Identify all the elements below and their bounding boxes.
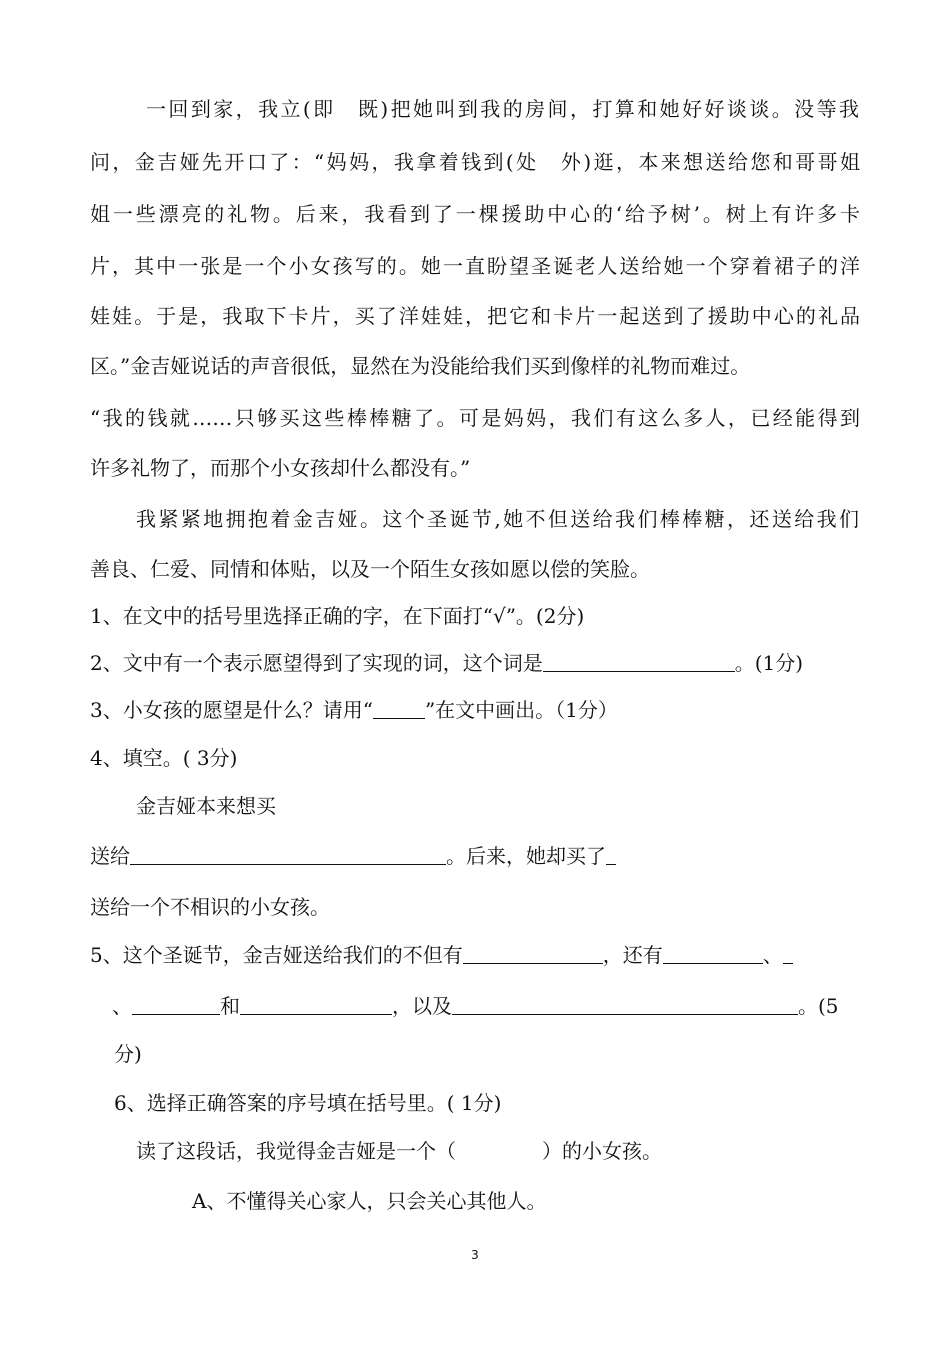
question-5-score: 。(5: [798, 994, 839, 1018]
question-6: 6、选择正确答案的序号填在括号里。( 1分): [114, 1091, 502, 1115]
story-line-5: 娃娃。于是，我取下卡片，买了洋娃娃，把它和卡片一起送到了援助中心的礼品: [90, 304, 860, 328]
story-line-3: 姐一些漂亮的礼物。后来，我看到了一棵援助中心的‘给予树’。树上有许多卡: [90, 202, 860, 226]
question-6-stem-end: ）的小女孩。: [542, 1139, 662, 1163]
question-5-blank-6[interactable]: [452, 994, 798, 1015]
question-5-blank-3[interactable]: [783, 943, 793, 964]
story-line-4: 片，其中一张是一个小女孩写的。她一直盼望圣诞老人送给她一个穿着裙子的洋: [90, 254, 860, 278]
question-5-also: ，还有: [602, 943, 663, 967]
question-4-blank-1[interactable]: [130, 844, 446, 865]
question-2-answer-blank[interactable]: [543, 651, 735, 672]
question-5-sep-2: 、: [112, 994, 132, 1018]
question-5: [90, 941, 793, 969]
story-line-10: 善良、仁爱、同情和体贴，以及一个陌生女孩如愿以偿的笑脸。: [90, 557, 650, 581]
question-4-send-to: 送给: [90, 844, 130, 868]
question-4-blank-2[interactable]: [606, 844, 616, 865]
question-5-line-2: [112, 992, 839, 1020]
question-2-text: 2、文中有一个表示愿望得到了实现的词，这个词是: [90, 651, 543, 675]
question-3: [90, 696, 618, 724]
story-line-6: 区。”金吉娅说话的声音很低，显然在为没能给我们买到像样的礼物而难过。: [90, 354, 751, 378]
question-4: 4、填空。( 3分): [90, 746, 238, 770]
question-4-later: 。后来，她却买了: [446, 844, 606, 868]
question-5-as-well-as: ，以及: [392, 994, 452, 1018]
question-6-stem-text: 读了这段话，我觉得金吉娅是一个（: [136, 1139, 456, 1163]
question-5-line-3: 分): [114, 1042, 142, 1066]
question-6-stem: [136, 1137, 662, 1165]
story-line-7: “我的钱就……只够买这些棒棒糖了。可是妈妈，我们有这么多人，已经能得到: [90, 406, 860, 430]
question-4-line-3: 送给一个不相识的小女孩。: [90, 895, 330, 919]
question-5-blank-1[interactable]: [463, 943, 603, 964]
question-5-sep: 、: [762, 943, 783, 967]
question-3-end: ”在文中画出。（1分）: [424, 698, 618, 722]
question-5-text: 5、这个圣诞节，金吉娅送给我们的不但有: [90, 943, 463, 967]
question-5-blank-4[interactable]: [132, 994, 220, 1015]
story-line-9: 我紧紧地拥抱着金吉娅。这个圣诞节,她不但送给我们棒棒糖，还送给我们: [136, 507, 859, 531]
question-4-line-2: [90, 842, 616, 870]
question-5-blank-2[interactable]: [663, 943, 763, 964]
page-number: 3: [471, 1248, 479, 1262]
question-2: [90, 649, 803, 677]
question-2-end: 。(1分): [734, 651, 804, 675]
question-3-underline-sample: [373, 698, 425, 719]
question-3-text: 3、小女孩的愿望是什么？请用“: [90, 698, 373, 722]
story-line-8: 许多礼物了，而那个小女孩却什么都没有。”: [90, 456, 471, 480]
story-line-2: 问，金吉娅先开口了：“妈妈，我拿着钱到(处 外)逛，本来想送给您和哥哥姐: [90, 150, 860, 174]
question-5-and: 和: [220, 994, 240, 1018]
question-4-line-1: 金吉娅本来想买: [136, 794, 276, 818]
question-5-blank-5[interactable]: [240, 994, 392, 1015]
story-line-1: 一回到家，我立(即 既)把她叫到我的房间，打算和她好好谈谈。没等我: [146, 97, 859, 121]
question-6-option-a: A、不懂得关心家人，只会关心其他人。: [192, 1189, 547, 1213]
question-1: 1、在文中的括号里选择正确的字，在下面打“√”。(2分): [90, 604, 585, 628]
